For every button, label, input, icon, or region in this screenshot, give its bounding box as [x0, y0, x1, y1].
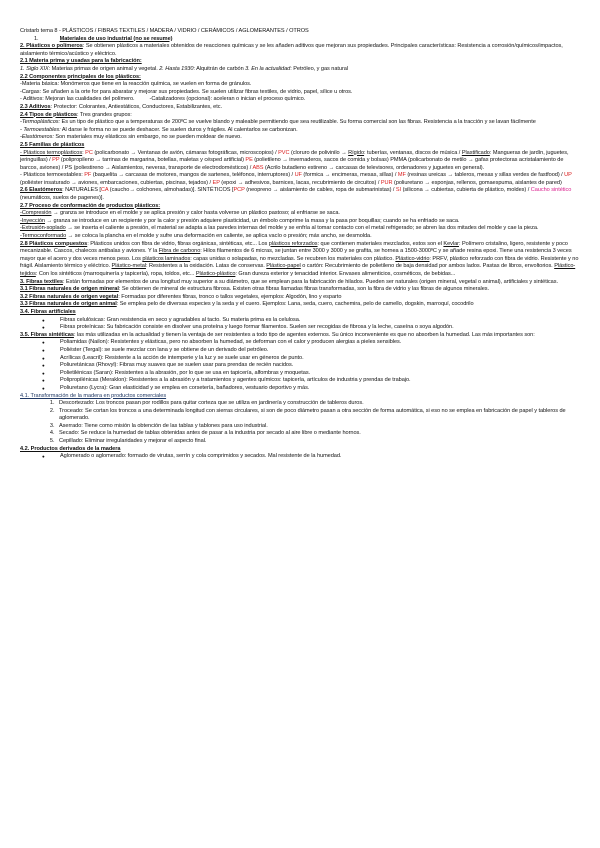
period-1-text: : Materias primas de origen animal y vegetal. [48, 65, 160, 72]
plastificado-label: Plastificado [461, 149, 490, 156]
te-d: (poliéster insaturado → aviones, embarcaciones, cubiertas, piscinas, tejados) / [20, 179, 213, 186]
te-e: (epoxi → adhesivos, barnices, lacas, recubrimiento de circuitos) / [219, 179, 381, 186]
compresion-label: -Compresión [20, 210, 52, 217]
section-3-2-heading: 3.2 Fibras naturales de origen vegetal [20, 293, 119, 300]
te-b: (formica → encimeras, mesas, sillas) / [301, 172, 398, 179]
family-termoplasticos [20, 150, 580, 173]
inyeccion-text: → granza se introduce en un recipiente y por la calor y presión adquiere plasticidad, un émbolo comprime la masa y la pasa por boquillas; cuando se ha enfriado se saca. [45, 217, 460, 224]
tp-e: : Mangueras de jardín, juguetes, jeringuillas) / [20, 149, 569, 164]
s26-a: : NATURALES [ [62, 187, 101, 194]
te-c: (resinas ureicas → tableros, mesas y sillas verdes de fastfood) / [405, 172, 565, 179]
section-2-2-heading: 2.2 Componentes principales de los plásticos: [20, 73, 141, 80]
section-2-heading: 2. Plásticos o polímeros [20, 43, 83, 50]
tp-c: (cloruro de polivinilo → [289, 149, 349, 156]
te-a: (baquelita → carcasas de motores, mangos de sartenes, teléfonos, interruptores) / [91, 172, 295, 179]
family-termoestables [20, 172, 580, 187]
termoestables-label: - Termoestables: [20, 126, 61, 133]
code-pvc: PVC [278, 149, 290, 156]
list-item: ● Polietilénicas (Saran): Resistentes a la abrasión, por lo que se usa en tapicería, alfombras y moquetas. [60, 370, 580, 378]
tp-g: (polietileno → invernaderos, sacos de comida y bolsas) PMMA (policarbonato de metilo → gafas protectoras acristalamiento de barcos, aviones) / PS (poliestireno → Aislamientos, neveras, transporte de electrodomésticos) / [20, 157, 564, 171]
s26-e: (neumáticos, suelos de pagenes)]. [20, 195, 104, 202]
termoconformado-text: → se coloca la plancha en el molde y sufre una deformación en caliente, se aplica vacío o presión; máx ancho, se desmolda. [66, 233, 372, 240]
code-uf: UF [294, 172, 302, 179]
list-item: ● Acrílicas (Leacril): Resistente a la acción de intemperie y la luz y se suele usar en géneros de punto. [60, 355, 580, 363]
te-f: (poliuretano → esponjas, rellenos, gomaespuma, aislantes de pared) [392, 179, 562, 186]
elastomeros-label: -Elastómeros: [20, 134, 54, 141]
code-pf: PF [84, 172, 92, 179]
list-item: 4. Secado: Se reduce la humedad de tablas obtenidas antes de pasar a la industria por secado al aire libre o mediante hornos. [56, 430, 580, 438]
kevlar-label: Kevlar [443, 240, 459, 247]
list-item: ● Poliuretánicas (Rhovyl): Fibras muy suaves que se suelen usar para prendas de recién nacidos. [60, 362, 580, 370]
code-up: UP [564, 172, 572, 179]
plastico-metal-label: Plástico-metal [111, 263, 146, 270]
type-termoplasticos [20, 119, 580, 127]
list-item: ● Aglomerado o aglomerado: formado de virutas, serrín y cola comprimidos y secados. Mal resistente de la humedad. [60, 453, 580, 461]
wood-products-list [20, 453, 580, 461]
component-cargas: -Cargas: Se añaden a la orte for para abaratar y mejorar sus propiedades. Se suelen utilizar fibras textiles, de vidrio, papel, sílice u otros. [20, 88, 353, 95]
period-2-text: : Alquitrán de carbón [193, 65, 246, 72]
section-3-3-text: : Se emplea pelo de diversas especies y la seda y el cuero. Ejemplos: Lana, seda, cuero, cachemira, pelo de camello, dogskin, marroquí, cocodrilo [116, 301, 474, 308]
synthetic-fibers-list [20, 339, 580, 392]
section-2-4-text: : Tres grandes grupos: [76, 111, 132, 118]
extrusion-label: -Extrusión-soplado [20, 225, 66, 232]
list-item: ● Polipropilénicas (Meraklon): Resistentes a la abrasión y a tratamientos y agentes químicos: tapicería, artículos de industria y prendas de trabajo. [60, 377, 580, 385]
tp-label: - Plásticos termoplásticos [20, 149, 83, 156]
list-item: ● Poliamidas (Nailon): Resistentes y elásticas, pero no absorben la humedad, se deforman con el calor y producen alergias a pieles sensibles. [60, 339, 580, 347]
s28-e: : capas unidas o solapadas, no mezcladas. Se recubren los materiales con plástico. [190, 255, 396, 262]
section-2-7-heading: 2.7 Proceso de conformación de productos plásticos: [20, 202, 161, 209]
code-pc: PC [85, 149, 93, 156]
section-2-text: : Se obtienen plásticos a materiales obtenidos de reacciones químicas y se les añaden aditivos que mejoran sus propiedades. Principales características: Resistencia a corrosión/químicos/impactos, aislamiento térmico/acústico y eléctrico. [20, 43, 563, 57]
component-basic: -Materia básica: Monómeros que tiene en la reacción química, se vuelen en forma de gránulos. [20, 81, 252, 88]
section-2 [20, 43, 580, 58]
s26-b: (caucho→ colchones, almohadas)]. SINTÉTICOS [ [108, 187, 234, 194]
code-mf: MF [397, 172, 406, 179]
rigido-label: Rígido [348, 149, 365, 156]
list-item: ● Fibras proteínicas: Su fabricación consiste en disolver una proteína y luego formar filamentos. Suelen ser recogidas de fibrosa y la leche, caseína o soya algodón. [60, 324, 580, 332]
period-3-text: : Petróleo, y gas natural [290, 65, 349, 72]
s28-i: : Con los sintéticos (marroquinería y tapicería), ropa, toldos, etc... [35, 271, 196, 277]
s28-h: o cartón: Recubrimiento de polietileno de baja densidad por ambos lados. Pastas de libros, envoltorios. [300, 263, 555, 270]
s28-j: : Gran dureza exterior y tenacidad interior. Envases alimenticios, cosméticos, de bebidas... [235, 271, 456, 277]
code-pur: PUR [380, 179, 393, 186]
section-2-8-heading: 2.8 Plásticos compuestos [20, 240, 88, 247]
code-abs: ABS [252, 164, 264, 171]
te-label: - Plásticos termoestables: [20, 172, 85, 179]
s28-a: : Plásticos unidos con fibra de vidrio, fibras orgánicas, sintéticas, etc... Los [87, 240, 269, 247]
section-4-1-heading: 4.1. Transformación de la madera en productos comerciales [20, 392, 167, 399]
list-item: 3. Aserrado: Tiene como misión la obtención de las tablas y tablones para uso industrial. [56, 423, 580, 431]
code-si: SI [395, 187, 402, 194]
tp-f: (polipropileno → tarrinas de margarina, botellas, maletas y césped artificial) [59, 157, 246, 164]
section-3-5-heading: 3.5. Fibras sintéticas [20, 331, 74, 338]
section-3-2-text: : Formadas por diferentes fibras, tronco o tallos vegetales, ejemplos: Algodón, lino y esparto [118, 293, 342, 300]
section-2-3-heading: 2.3 Aditivos [20, 103, 51, 110]
section-1-number: 1. [34, 35, 39, 42]
code-ca: CA [100, 187, 109, 194]
process-extrusion [20, 225, 580, 233]
s28-g: : Resistentes a la oxidación. Latas de conservas. [145, 263, 267, 270]
wood-transformation-list [20, 400, 580, 446]
s28-d: : Hilos filamentos de 6 micras, se juntan entre 3000 y 3000 y se grafita, se hornea a 1500-3000ºC y se añade resina epoxi. Tiene una resistencia 3 veces mayor que el acero y dos veces menos peso. Los [20, 248, 572, 262]
process-termoconformado [20, 233, 580, 241]
s28-f: : PRFV, plástico reforzado con fibra de vidrio. Resistente y no frágil. Aislamiento térmico y eléctrico. [20, 255, 579, 270]
section-2-4 [20, 112, 580, 120]
section-2-3-text: : Protector: Colorantes, Antiestáticos, Conductores, Estabilizantes, etc. [50, 103, 222, 110]
termoplasticos-label: -Termoplásticos: [20, 119, 61, 126]
termoconformado-label: -Termoconformado [20, 233, 67, 240]
type-elastomeros [20, 134, 580, 142]
tp-h: (Acrilo butadieno estireno → carcasas de televisores, ordenadores y juguetes en general). [263, 164, 485, 171]
extrusion-text: → se inserta el caliente a presión, el material se adapta a las paredes internas del molde y se enfría al tomar contacto con el metal refrigerado; se abren las dos mitades del molde y cae la pieza. [65, 225, 539, 232]
section-2-3 [20, 104, 580, 112]
section-2-5-heading: 2.5 Familias de plásticos [20, 141, 85, 148]
list-item: ● Fibras celulósicas: Gran resistencia en seco y agradables al tacto. Su materia prima es la celulosa. [60, 317, 580, 325]
plastico-vidrio-label: Plástico-vidrio [395, 255, 430, 262]
section-3-text: : Están formadas por elementos de una longitud muy superior a su diámetro, que se emplean para la fabricación de hilados. Pueden ser naturales (origen mineral, vegetal o animal), artificiales y sintéticas. [62, 278, 558, 285]
section-2-1-heading: 2.1 Materia prima y usadas para la fabricación: [20, 58, 142, 65]
code-pe: PE [245, 157, 253, 164]
section-3-1 [20, 286, 580, 294]
process-compresion [20, 210, 580, 218]
code-pp: PP [52, 157, 60, 164]
type-termoestables [20, 127, 580, 135]
catalizadores-text: -Catalizadores (opcional): aceleran o inician el proceso químico. [149, 96, 306, 103]
fibra-carbono-label: Fibra de carbono [158, 248, 201, 255]
s28-b: : que contienen materiales mezclados, estos son el [317, 240, 444, 247]
compresion-text: → granza se introduce en el molde y se aplica presión y calor hasta volverse un plástico pastoso; al enfriarse se saca. [51, 210, 340, 217]
elastomeros-text: Son materiales muy elásticos sin embargo, no se pueden moldear de nuevo. [53, 134, 242, 141]
laminados-label: plásticos laminados [142, 255, 191, 262]
section-2-6-heading: 2.6 Elastómeros [20, 187, 63, 194]
plastico-papel-label: Plástico-papel [266, 263, 301, 270]
list-item: 1. Descortezado: Los troncos pasan por rodillos para quitar corteza que se utiliza en jardinería y construcción de tableros duros. [56, 400, 580, 408]
period-3-label: 3. En la actualidad [245, 65, 291, 72]
s26-c: (neopreno → aislamiento de cables, ropa de submarinistas) / [244, 187, 396, 194]
tp-b: (policarbonato → Ventanas de avión, cámaras fotográficas, microscopios) / [92, 149, 279, 156]
section-4-2-heading: 4.2. Productos derivados de la madera [20, 445, 121, 452]
list-item: ● Poliuretano (Lycra): Gran elasticidad y se emplea en corsetería, bañadores, vestuario deportivo y más. [60, 385, 580, 393]
section-2-1-text [20, 66, 580, 74]
section-3 [20, 279, 580, 287]
aditivos-text: - Aditivos: Mejoran las cualidades del polímero. [20, 96, 135, 103]
component-aditivos [20, 96, 580, 104]
document-title: Cristarb tema 8 - PLÁSTICOS / FIBRAS TEXTILES / MADERA / VIDRIO / CERÁMICOS / AGLOMERANTES / OTROS [20, 28, 309, 34]
section-3-1-heading: 3.1 Fibras naturales de origen mineral [20, 286, 119, 293]
inyeccion-label: -Inyección [20, 217, 45, 224]
section-2-8 [20, 241, 580, 279]
section-3-2 [20, 294, 580, 302]
code-pcp: PCP [233, 187, 245, 194]
list-item: 5. Cepillado: Eliminar irregularidades y mejorar el aspecto final. [56, 438, 580, 446]
section-2-4-heading: 2.4 Tipos de plásticos [20, 111, 77, 118]
s28-c: : Polímero cristalino, ligero, resistente y poco mecanizable. Cascos, chalecos antibalas y aviones. Y la [20, 240, 568, 255]
section-3-3-heading: 3.3 Fibras naturales de origen animal [20, 301, 117, 308]
section-3-3 [20, 301, 580, 309]
s26-d: (silicona → cubiertas, cubierta de plástico, moldes) / [401, 187, 531, 194]
termoestables-text: Al darse le forma no se puede deshacer. Se suelen duros y frágiles. Al calentarlos se carbonizan. [60, 126, 298, 133]
list-item: ● Poliéster (Tergal): se suele mezclar con lana y se obtiene de un derivado del petróleo. [60, 347, 580, 355]
section-1 [20, 36, 580, 44]
process-inyeccion [20, 218, 580, 226]
section-2-6 [20, 187, 580, 202]
termoplasticos-text: Es un tipo de plástico que a temperaturas de 200ºC se vuelve blando y maleable permitiendo que sea reutilizable. Su forma comercial son las fibras. Resistencia a la tracción y se lavan fácilmente [60, 119, 536, 126]
code-ep: EP [212, 179, 220, 186]
section-1-heading: Materiales de uso industrial (no se resume) [59, 35, 173, 42]
period-1-label: 1. Siglo XIX [20, 65, 49, 72]
artificial-fibers-list [20, 317, 580, 332]
list-item: 2. Troceado: Se cortan los troncos a una determinada longitud con sierras circulares, si son de poco diámetro pasan a otra sección de forma automática, si eso no se emplea en fabricación de papel y tableros de aglomerado. [56, 408, 580, 423]
section-3-5-text: : las más utilizadas en la actualidad y tienen la ventaja de ser resistentes a todo tipo de agentes externos. Su único inconveniente es que no absorben la humedad. Las más importantes son: [73, 331, 535, 338]
caucho-sintetico: Caucho sintético [530, 187, 572, 194]
section-3-4-heading: 3.4. Fibras artificiales [20, 308, 76, 315]
plastico-tejidos-label: Plástico-tejidos [20, 263, 576, 277]
reforzados-label: plásticos reforzados [268, 240, 318, 247]
section-3-1-text: : Se obtienen de mineral de estructura fibrosa. Existen otras fibras llamadas fibras transformadas, son la fibra de vidrio y las fibras de algunos minerales. [118, 286, 490, 293]
tp-d: : tuberías, ventanas, discos de música / [364, 149, 462, 156]
section-3-heading: 3. Fibras textiles [20, 278, 63, 285]
tp-a: : [82, 149, 86, 156]
period-2-label: 2. Hasta 1930 [159, 65, 194, 72]
section-3-5 [20, 332, 580, 340]
plastico-plastico-label: Plástico-plástico [195, 271, 236, 277]
